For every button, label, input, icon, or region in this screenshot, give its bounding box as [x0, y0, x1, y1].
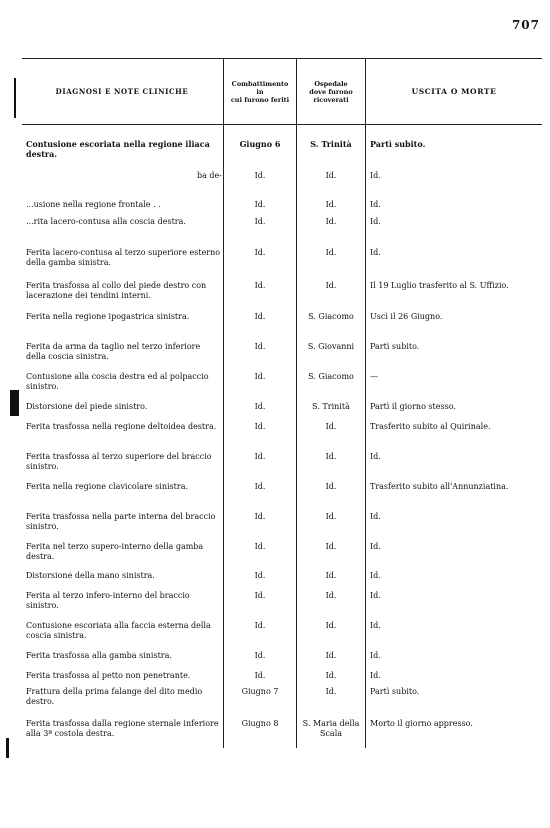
hospital-cell: Id.	[325, 512, 337, 521]
date-cell: Id.	[254, 372, 266, 381]
outcome-cell: Id.	[370, 542, 381, 551]
diagnosis-cell: Ferita nel terzo supero-interno della gamba destra.	[26, 542, 204, 561]
outcome-cell: Id.	[370, 651, 381, 660]
hospital-cell: Id.	[325, 422, 337, 431]
diagnosis-cell: Ferita trasfossa al collo del piede destro con lacerazione dei tendini interni.	[26, 281, 207, 300]
outcome-cell: Id.	[370, 217, 381, 226]
diagnosis-cell: Ferita trasfossa nella regione deltoidea destra.	[26, 422, 217, 431]
date-cell: Id.	[254, 402, 266, 411]
date-cell: Id.	[254, 217, 266, 226]
header-hospital: Ospedale dove furono ricoverati	[309, 80, 353, 104]
outcome-cell: Partì subito.	[370, 139, 426, 149]
date-cell: Id.	[254, 422, 266, 431]
hospital-cell: Id.	[325, 651, 337, 660]
diagnosis-cell: Ferita da arma da taglio nel terzo inferiore della coscia sinistra.	[26, 342, 201, 361]
date-cell: Id.	[254, 621, 266, 630]
outcome-cell: Id.	[370, 452, 381, 461]
diagnosis-cell: ba de-	[197, 171, 222, 180]
outcome-cell: Id.	[370, 591, 381, 600]
header-diagnosis: DIAGNOSI E NOTE CLINICHE	[55, 87, 189, 96]
date-cell: Giugno 7	[241, 687, 279, 696]
hospital-cell: Id.	[325, 542, 337, 551]
date-cell: Id.	[254, 248, 266, 257]
diagnosis-cell: Ferita al terzo infero-interno del braccio sinistro.	[26, 591, 190, 610]
header-top-rule	[22, 58, 542, 59]
outcome-cell: Trasferito subito al Quirinale.	[370, 422, 491, 431]
date-cell: Id.	[254, 591, 266, 600]
hospital-cell: S. Giovanni	[307, 342, 355, 351]
hospital-cell: Id.	[325, 687, 337, 696]
diagnosis-cell: Distorsione del piede sinistro.	[26, 402, 148, 411]
outcome-cell: —	[370, 372, 378, 381]
hospital-cell: Id.	[325, 200, 337, 209]
hospital-cell: Id.	[325, 571, 337, 580]
hospital-cell: S. Trinità	[310, 139, 352, 149]
hospital-cell: Id.	[325, 671, 337, 680]
outcome-cell: Trasferito subito all'Annunziatina.	[370, 482, 509, 491]
outcome-cell: Partì il giorno stesso.	[370, 402, 456, 411]
date-cell: Id.	[254, 482, 266, 491]
diagnosis-cell: Frattura della prima falange del dito medio destro.	[26, 687, 203, 706]
outcome-cell: Partì subito.	[370, 687, 420, 696]
binding-mark	[6, 738, 9, 758]
outcome-cell: Id.	[370, 621, 381, 630]
date-cell: Id.	[254, 512, 266, 521]
diagnosis-cell: Ferita lacero-contusa al terzo superiore esterno della gamba sinistra.	[26, 248, 221, 267]
page-number: 707	[511, 18, 540, 32]
hospital-cell: S. Giacomo	[308, 312, 354, 321]
date-cell: Id.	[254, 671, 266, 680]
diagnosis-cell: Contusione escoriata alla faccia esterna della coscia sinistra.	[26, 621, 211, 640]
diagnosis-cell: Ferita trasfossa alla gamba sinistra.	[26, 651, 172, 660]
hospital-cell: Id.	[325, 621, 337, 630]
diagnosis-cell: Distorsione della mano sinistra.	[26, 571, 155, 580]
date-cell: Id.	[254, 312, 266, 321]
diagnosis-cell: ...rita lacero-contusa alla coscia destra.	[26, 217, 186, 226]
diagnosis-cell: ...usione nella regione frontale . .	[26, 200, 161, 209]
binding-mark	[14, 78, 16, 118]
hospital-cell: S. Maria della Scala	[302, 719, 360, 738]
outcome-cell: Id.	[370, 512, 381, 521]
diagnosis-cell: Ferita nella regione ipogastrica sinistra.	[26, 312, 190, 321]
date-cell: Id.	[254, 200, 266, 209]
diagnosis-cell: Ferita trasfossa al petto non penetrante.	[26, 671, 191, 680]
outcome-cell: Id.	[370, 200, 381, 209]
header-bottom-rule	[22, 124, 542, 125]
diagnosis-cell: Ferita nella regione clavicolare sinistra.	[26, 482, 189, 491]
outcome-cell: Morto il giorno appresso.	[370, 719, 473, 728]
date-cell: Id.	[254, 452, 266, 461]
date-cell: Id.	[254, 651, 266, 660]
date-cell: Id.	[254, 542, 266, 551]
date-cell: Id.	[254, 571, 266, 580]
hospital-cell: S. Trinità	[312, 402, 350, 411]
date-cell: Giugno 6	[239, 139, 281, 149]
outcome-cell: Il 19 Luglio trasferito al S. Uffizio.	[370, 281, 509, 290]
outcome-cell: Id.	[370, 248, 381, 257]
header-date: Combattimento in cui furono feriti	[230, 80, 290, 104]
hospital-cell: Id.	[325, 482, 337, 491]
hospital-cell: S. Giacomo	[308, 372, 354, 381]
header-outcome: USCITA O MORTE	[411, 87, 497, 96]
date-cell: Giugno 8	[241, 719, 279, 728]
hospital-cell: Id.	[325, 248, 337, 257]
diagnosis-cell: Contusione alla coscia destra ed al polpaccio sinistro.	[26, 372, 209, 391]
outcome-cell: Uscì il 26 Giugno.	[370, 312, 443, 321]
outcome-cell: Partì subito.	[370, 342, 420, 351]
column-divider	[223, 58, 224, 748]
outcome-cell: Id.	[370, 171, 381, 180]
diagnosis-cell: Ferita trasfossa al terzo superiore del braccio sinistro.	[26, 452, 212, 471]
column-divider	[296, 58, 297, 748]
hospital-cell: Id.	[325, 171, 337, 180]
date-cell: Id.	[254, 281, 266, 290]
hospital-cell: Id.	[325, 452, 337, 461]
hospital-cell: Id.	[325, 591, 337, 600]
outcome-cell: Id.	[370, 671, 381, 680]
binding-mark	[10, 390, 19, 416]
hospital-cell: Id.	[325, 281, 337, 290]
date-cell: Id.	[254, 171, 266, 180]
date-cell: Id.	[254, 342, 266, 351]
outcome-cell: Id.	[370, 571, 381, 580]
diagnosis-cell: Ferita trasfossa dalla regione sternale inferiore alla 3ª costola destra.	[26, 719, 219, 738]
column-divider	[365, 58, 366, 748]
diagnosis-cell: Contusione escoriata nella regione iliaca destra.	[26, 139, 210, 159]
diagnosis-cell: Ferita trasfossa nella parte interna del braccio sinistro.	[26, 512, 216, 531]
hospital-cell: Id.	[325, 217, 337, 226]
